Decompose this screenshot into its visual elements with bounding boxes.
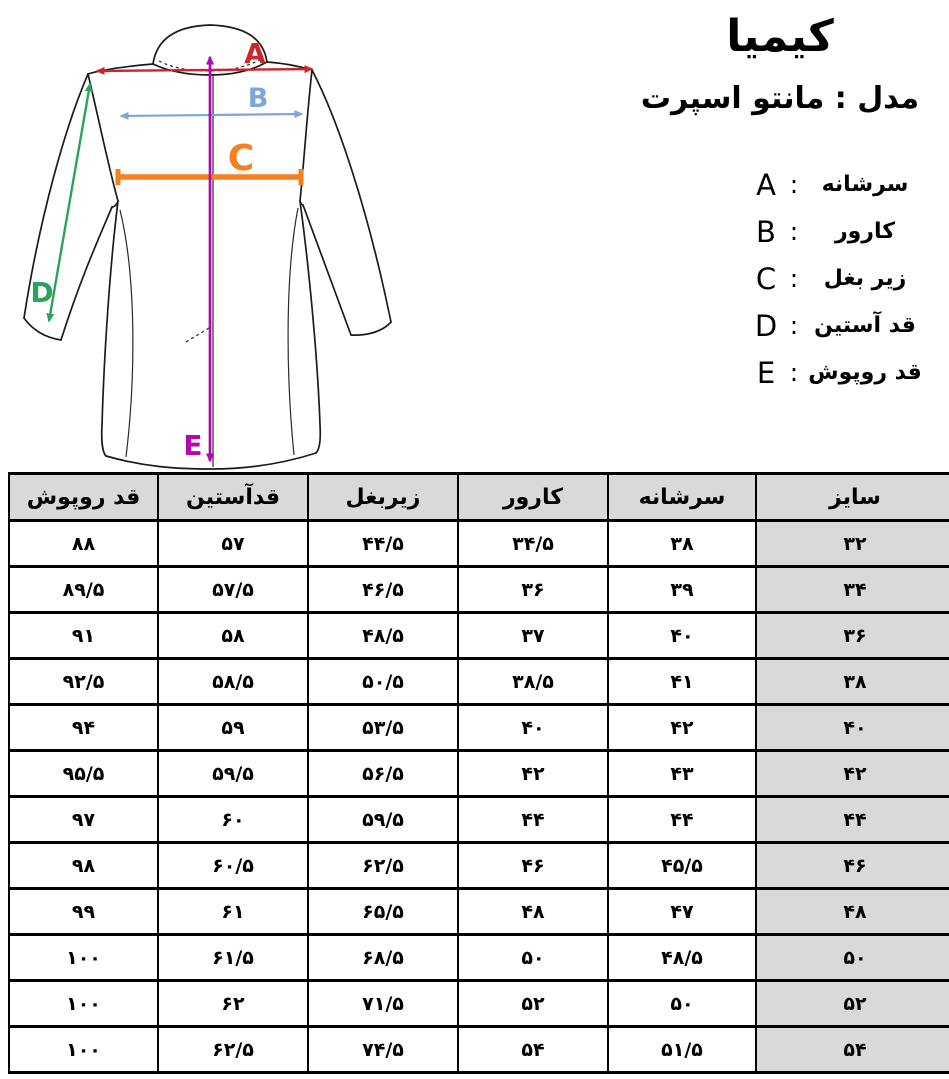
legend-letter: D bbox=[754, 308, 778, 343]
measure-line-A bbox=[97, 69, 312, 71]
legend-letter: A bbox=[756, 167, 776, 202]
value-cell: ۹۸ bbox=[9, 843, 158, 889]
value-cell: ۶۲/۵ bbox=[308, 843, 458, 889]
body-right-side bbox=[300, 201, 320, 453]
value-cell: ۶۰ bbox=[158, 797, 308, 843]
value-cell: ۴۱ bbox=[608, 659, 756, 705]
legend-item-A bbox=[750, 161, 924, 208]
value-cell: ۶۸/۵ bbox=[308, 935, 458, 981]
size-cell: ۳۸ bbox=[756, 659, 949, 705]
size-cell: ۵۰ bbox=[756, 935, 949, 981]
legend-colon: : bbox=[789, 264, 799, 293]
column-header-4: قدآستین bbox=[158, 474, 308, 521]
body-left-side bbox=[102, 201, 118, 456]
value-cell: ۵۹/۵ bbox=[158, 751, 308, 797]
value-cell: ۵۰ bbox=[608, 981, 756, 1027]
measure-label-E: E bbox=[183, 429, 203, 462]
table-row bbox=[9, 797, 949, 843]
value-cell: ۴۶ bbox=[458, 843, 608, 889]
value-cell: ۷۴/۵ bbox=[308, 1027, 458, 1073]
legend-item-E bbox=[750, 349, 924, 396]
table-row bbox=[9, 567, 949, 613]
value-cell: ۶۰/۵ bbox=[158, 843, 308, 889]
value-cell: ۴۶/۵ bbox=[308, 567, 458, 613]
right-panel-seam bbox=[288, 208, 298, 455]
size-cell: ۴۲ bbox=[756, 751, 949, 797]
value-cell: ۳۹ bbox=[608, 567, 756, 613]
legend-letter: E bbox=[756, 355, 776, 390]
value-cell: ۵۸ bbox=[158, 613, 308, 659]
left-cuff bbox=[24, 318, 61, 340]
value-cell: ۶۲ bbox=[158, 981, 308, 1027]
value-cell: ۹۱ bbox=[9, 613, 158, 659]
legend-colon: : bbox=[789, 217, 799, 246]
value-cell: ۵۹/۵ bbox=[308, 797, 458, 843]
measure-label-C: C bbox=[227, 138, 255, 179]
size-cell: ۴۰ bbox=[756, 705, 949, 751]
measure-label-B: B bbox=[247, 83, 269, 114]
brand-name: کیمیا bbox=[726, 11, 834, 62]
table-row bbox=[9, 889, 949, 935]
value-cell: ۵۷ bbox=[158, 521, 308, 567]
column-header-3: زیربغل bbox=[308, 474, 458, 521]
value-cell: ۶۱ bbox=[158, 889, 308, 935]
legend-label: کارور bbox=[834, 219, 896, 244]
left-sleeve-inner bbox=[61, 207, 112, 340]
value-cell: ۴۴ bbox=[458, 797, 608, 843]
measurement-lines bbox=[30, 37, 312, 462]
value-cell: ۵۸/۵ bbox=[158, 659, 308, 705]
value-cell: ۹۹ bbox=[9, 889, 158, 935]
legend-label: سرشانه bbox=[821, 172, 909, 197]
measure-label-A: A bbox=[244, 37, 266, 70]
size-cell: ۴۸ bbox=[756, 889, 949, 935]
value-cell: ۴۸/۵ bbox=[608, 935, 756, 981]
value-cell: ۵۰/۵ bbox=[308, 659, 458, 705]
table-row bbox=[9, 981, 949, 1027]
right-sleeve-inner bbox=[303, 205, 351, 335]
measure-label-D: D bbox=[30, 276, 54, 309]
value-cell: ۹۵/۵ bbox=[9, 751, 158, 797]
left-shoulder-seam bbox=[88, 64, 153, 74]
legend-item-C bbox=[750, 255, 924, 302]
value-cell: ۵۹ bbox=[158, 705, 308, 751]
value-cell: ۴۰ bbox=[458, 705, 608, 751]
left-armhole bbox=[88, 74, 118, 207]
column-header-2: کارور bbox=[458, 474, 608, 521]
table-row bbox=[9, 1027, 949, 1073]
table-row bbox=[9, 751, 949, 797]
value-cell: ۸۸ bbox=[9, 521, 158, 567]
legend-colon: : bbox=[789, 311, 799, 340]
value-cell: ۱۰۰ bbox=[9, 1027, 158, 1073]
column-header-0: سایز bbox=[756, 474, 949, 521]
size-cell: ۳۲ bbox=[756, 521, 949, 567]
table-row bbox=[9, 843, 949, 889]
value-cell: ۵۴ bbox=[458, 1027, 608, 1073]
legend-label: قد روپوش bbox=[808, 360, 922, 385]
table-row bbox=[9, 935, 949, 981]
column-header-5: قد روپوش bbox=[9, 474, 158, 521]
right-cuff bbox=[351, 322, 391, 335]
value-cell: ۴۲ bbox=[458, 751, 608, 797]
size-table bbox=[8, 472, 949, 1074]
measure-line-B bbox=[121, 114, 302, 116]
size-cell: ۴۶ bbox=[756, 843, 949, 889]
value-cell: ۳۶ bbox=[458, 567, 608, 613]
value-cell: ۷۱/۵ bbox=[308, 981, 458, 1027]
legend-letter: C bbox=[755, 261, 777, 296]
value-cell: ۵۷/۵ bbox=[158, 567, 308, 613]
value-cell: ۵۰ bbox=[458, 935, 608, 981]
size-cell: ۵۲ bbox=[756, 981, 949, 1027]
column-header-1: سرشانه bbox=[608, 474, 756, 521]
table-row bbox=[9, 659, 949, 705]
legend-colon: : bbox=[789, 170, 799, 199]
value-cell: ۶۵/۵ bbox=[308, 889, 458, 935]
value-cell: ۱۰۰ bbox=[9, 935, 158, 981]
value-cell: ۴۴/۵ bbox=[308, 521, 458, 567]
size-cell: ۳۴ bbox=[756, 567, 949, 613]
value-cell: ۹۷ bbox=[9, 797, 158, 843]
legend-label: زیر بغل bbox=[823, 266, 907, 291]
size-cell: ۴۴ bbox=[756, 797, 949, 843]
value-cell: ۴۴ bbox=[608, 797, 756, 843]
legend-letter: B bbox=[756, 214, 776, 249]
value-cell: ۵۶/۵ bbox=[308, 751, 458, 797]
value-cell: ۴۲ bbox=[608, 705, 756, 751]
size-cell: ۵۴ bbox=[756, 1027, 949, 1073]
value-cell: ۳۷ bbox=[458, 613, 608, 659]
title-block bbox=[615, 12, 945, 116]
value-cell: ۸۹/۵ bbox=[9, 567, 158, 613]
value-cell: ۴۸/۵ bbox=[308, 613, 458, 659]
value-cell: ۴۷ bbox=[608, 889, 756, 935]
value-cell: ۴۵/۵ bbox=[608, 843, 756, 889]
coat-diagram bbox=[0, 5, 450, 473]
measure-line-D bbox=[49, 84, 90, 321]
value-cell: ۴۳ bbox=[608, 751, 756, 797]
right-sleeve bbox=[312, 70, 391, 322]
legend-item-D bbox=[750, 302, 924, 349]
table-row bbox=[9, 705, 949, 751]
left-panel-seam bbox=[120, 210, 133, 457]
table-row bbox=[9, 521, 949, 567]
legend-item-B bbox=[750, 208, 924, 255]
back-stitch-detail bbox=[186, 328, 209, 342]
measurement-legend bbox=[750, 161, 924, 396]
size-cell: ۳۶ bbox=[756, 613, 949, 659]
size-table-body bbox=[9, 521, 949, 1073]
model-line: مدل : مانتو اسپرت bbox=[640, 80, 920, 116]
value-cell: ۳۸/۵ bbox=[458, 659, 608, 705]
value-cell: ۴۸ bbox=[458, 889, 608, 935]
value-cell: ۹۴ bbox=[9, 705, 158, 751]
value-cell: ۶۲/۵ bbox=[158, 1027, 308, 1073]
table-row bbox=[9, 613, 949, 659]
value-cell: ۹۲/۵ bbox=[9, 659, 158, 705]
value-cell: ۵۲ bbox=[458, 981, 608, 1027]
value-cell: ۴۰ bbox=[608, 613, 756, 659]
legend-colon: : bbox=[789, 358, 799, 387]
value-cell: ۵۳/۵ bbox=[308, 705, 458, 751]
value-cell: ۱۰۰ bbox=[9, 981, 158, 1027]
coat-sketch bbox=[24, 25, 391, 469]
value-cell: ۶۱/۵ bbox=[158, 935, 308, 981]
value-cell: ۵۱/۵ bbox=[608, 1027, 756, 1073]
legend-label: قد آستین bbox=[814, 313, 916, 338]
value-cell: ۳۴/۵ bbox=[458, 521, 608, 567]
value-cell: ۳۸ bbox=[608, 521, 756, 567]
size-table-head-row bbox=[9, 474, 949, 521]
